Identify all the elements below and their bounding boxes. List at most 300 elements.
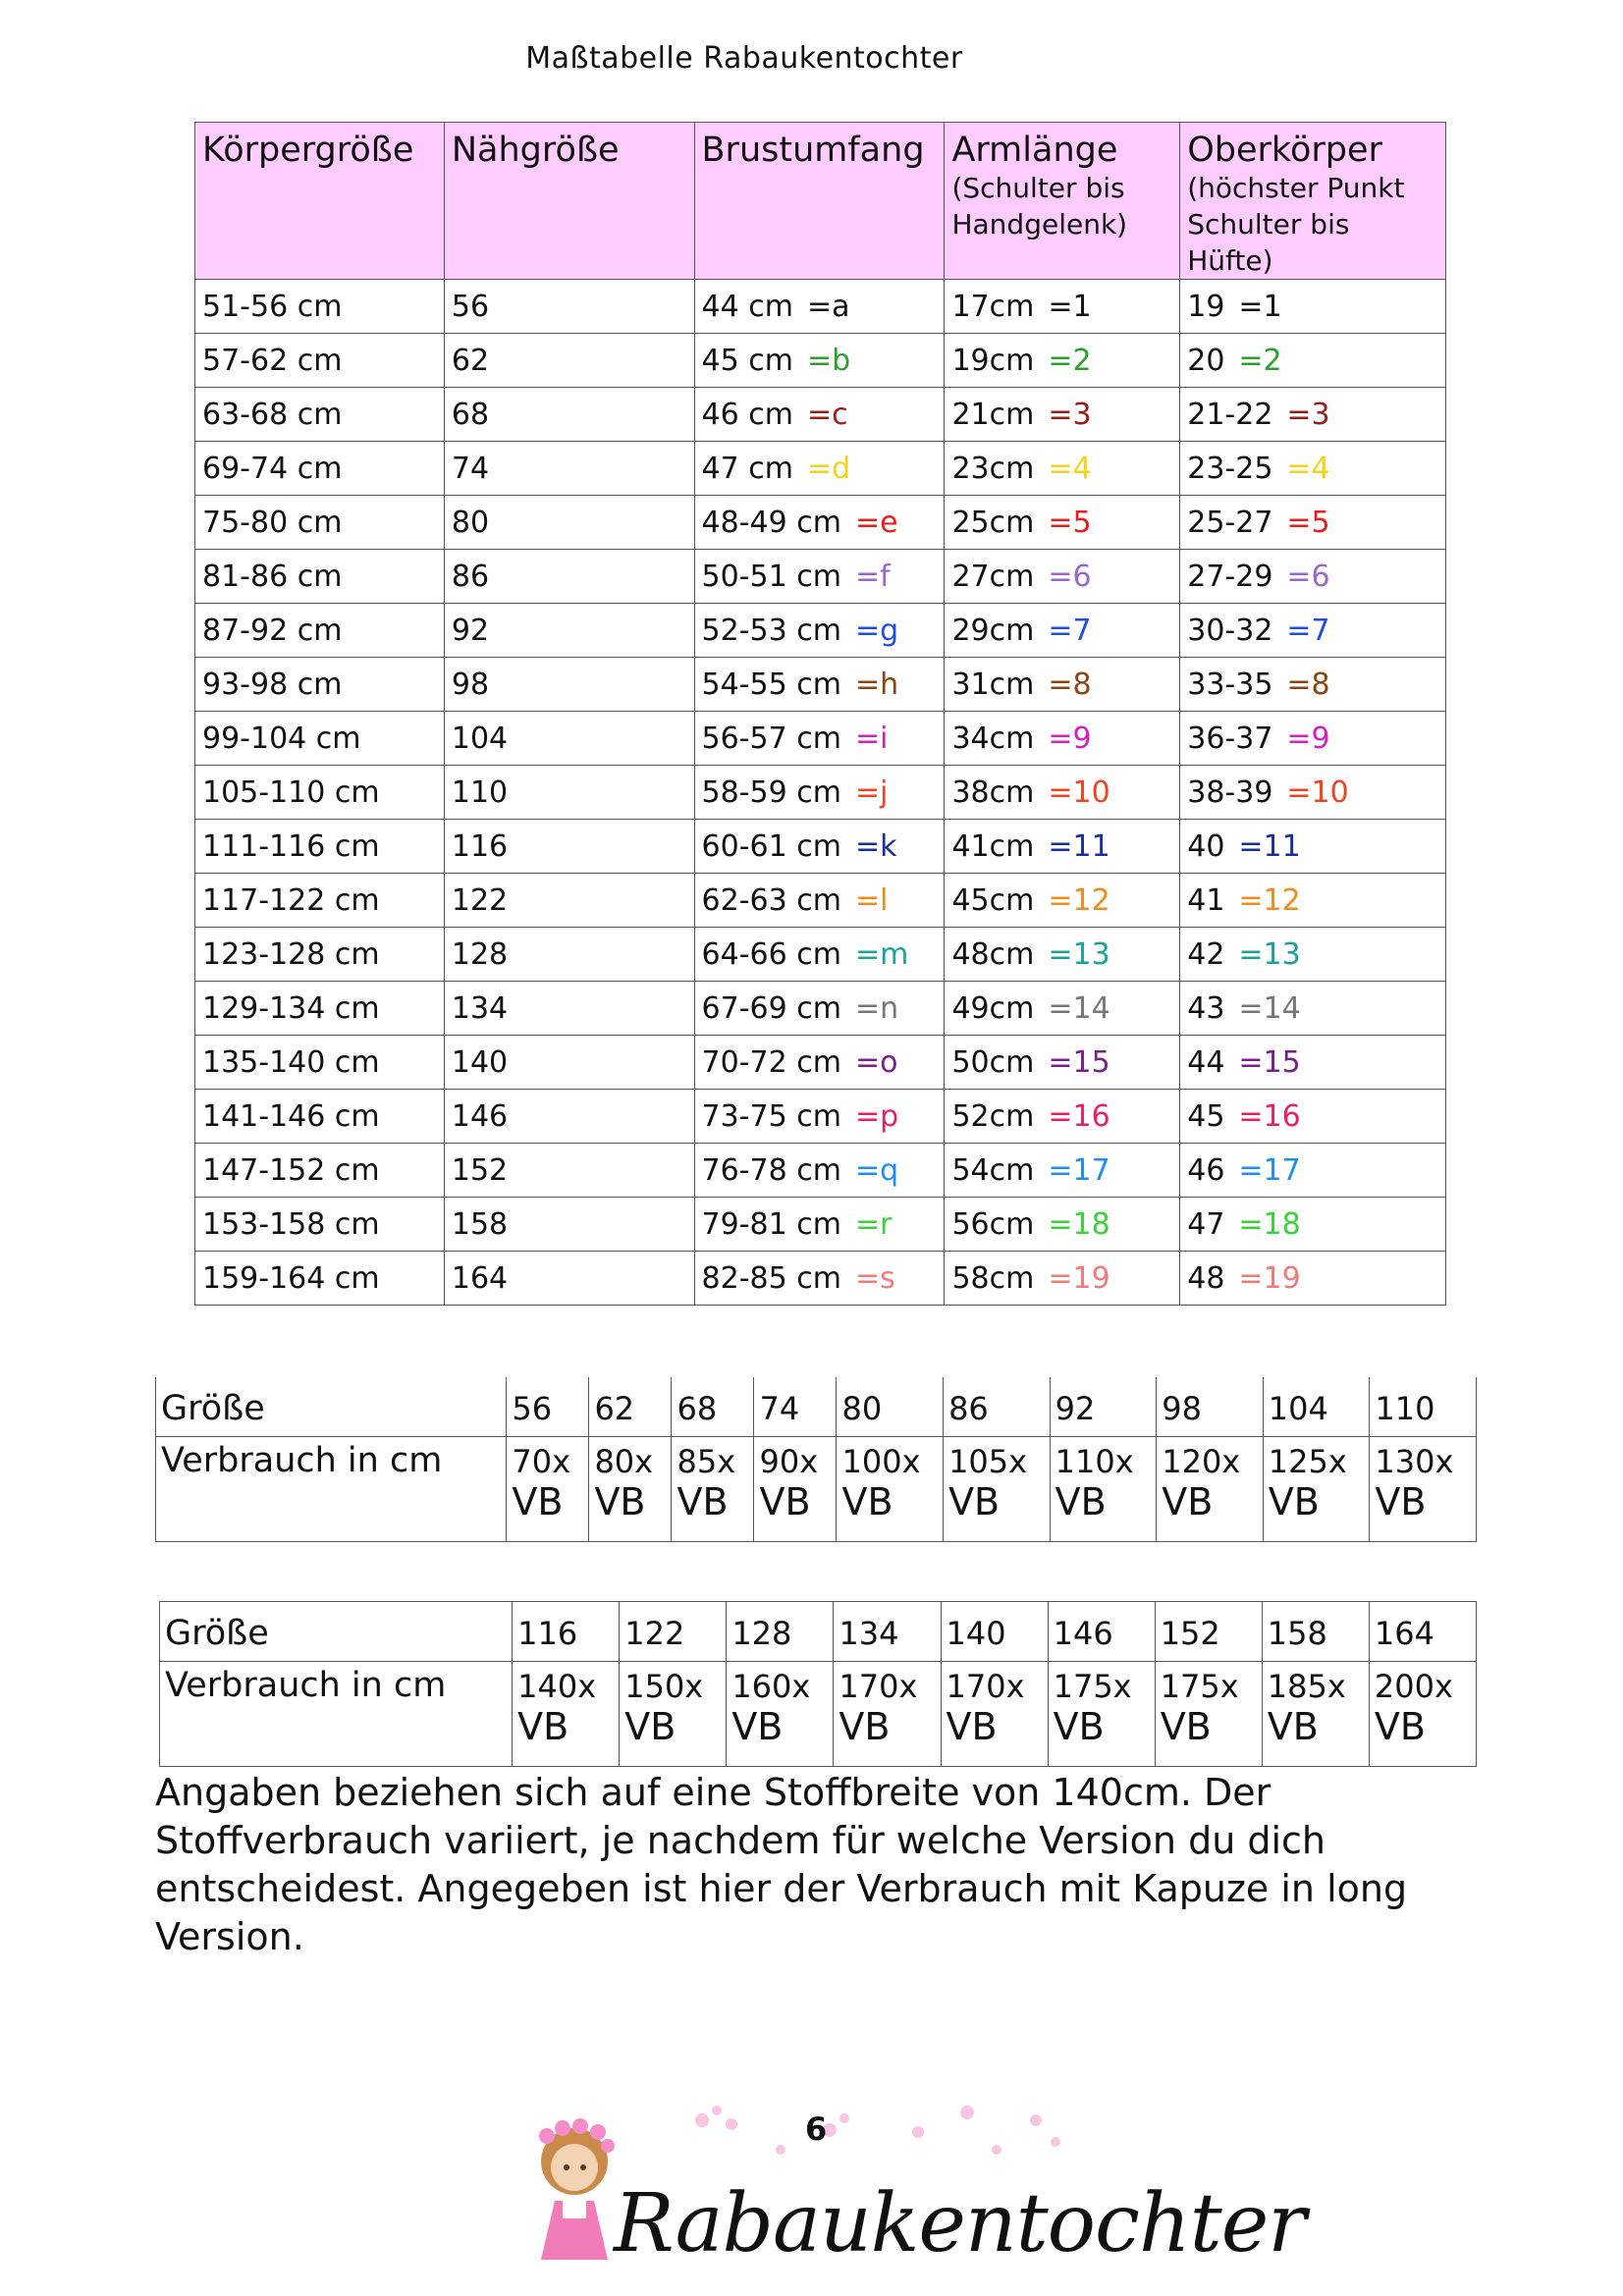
amount-value: 90x — [759, 1443, 819, 1480]
torso-cell — [1180, 928, 1446, 982]
table-row — [195, 1090, 1446, 1144]
arm-cell-value: 23cm — [951, 451, 1035, 486]
torso-cell-code: =7 — [1286, 613, 1330, 648]
chest-cell — [694, 1252, 945, 1306]
table-row — [195, 874, 1446, 928]
amount-unit: VB — [594, 1480, 646, 1523]
amount-value: 175x — [1160, 1668, 1239, 1705]
chest-cell-value: 79-81 cm — [701, 1206, 841, 1242]
torso-cell — [1180, 1090, 1446, 1144]
sew-size-cell: 86 — [444, 550, 694, 604]
size-label: Größe — [156, 1377, 507, 1437]
height-cell: 141-146 cm — [195, 1090, 445, 1144]
chest-cell-value: 45 cm — [701, 343, 793, 378]
arm-cell-value: 29cm — [951, 613, 1035, 648]
amount-cell — [754, 1437, 837, 1542]
arm-cell-value: 21cm — [951, 397, 1035, 432]
arm-cell-value: 52cm — [951, 1098, 1035, 1134]
amount-cell — [1157, 1437, 1264, 1542]
arm-cell-code: =7 — [1048, 613, 1092, 648]
arm-cell — [945, 766, 1180, 820]
arm-cell-value: 58cm — [951, 1260, 1035, 1296]
height-cell: 129-134 cm — [195, 982, 445, 1036]
height-cell: 135-140 cm — [195, 1036, 445, 1090]
height-cell: 99-104 cm — [195, 712, 445, 766]
torso-cell-value: 47 — [1187, 1206, 1225, 1242]
chest-cell-code: =a — [806, 289, 850, 324]
arm-cell-value: 41cm — [951, 828, 1035, 864]
torso-cell — [1180, 1144, 1446, 1198]
amount-value: 100x — [841, 1443, 921, 1480]
torso-cell-code: =14 — [1238, 990, 1301, 1026]
amount-unit: VB — [624, 1705, 676, 1748]
arm-cell-code: =17 — [1048, 1152, 1110, 1188]
arm-cell — [945, 820, 1180, 874]
chest-cell-code: =q — [854, 1152, 899, 1188]
torso-cell — [1180, 280, 1446, 334]
header-title: Armlänge — [951, 131, 1118, 170]
chest-cell-code: =j — [854, 774, 889, 810]
amount-value: 160x — [731, 1668, 811, 1705]
chest-cell-code: =o — [854, 1044, 898, 1080]
chest-cell-code: =s — [854, 1260, 895, 1296]
size-table — [194, 122, 1446, 1306]
amount-cell — [513, 1662, 620, 1767]
arm-cell — [945, 1036, 1180, 1090]
torso-cell-value: 30-32 — [1187, 613, 1273, 648]
chest-cell-code: =h — [854, 667, 899, 702]
chest-cell-code: =n — [854, 990, 899, 1026]
arm-cell-value: 56cm — [951, 1206, 1035, 1242]
table-row — [195, 712, 1446, 766]
chest-cell-value: 58-59 cm — [701, 774, 841, 810]
amount-value: 110x — [1055, 1443, 1134, 1480]
sew-size-cell: 122 — [444, 874, 694, 928]
header-title: Brustumfang — [701, 131, 925, 170]
chest-cell — [694, 928, 945, 982]
torso-cell — [1180, 1036, 1446, 1090]
amount-cell — [1369, 1662, 1476, 1767]
amount-unit: VB — [1053, 1705, 1105, 1748]
size-cell: 146 — [1048, 1602, 1155, 1662]
chest-cell-value: 70-72 cm — [701, 1044, 841, 1080]
height-cell: 159-164 cm — [195, 1252, 445, 1306]
chest-cell — [694, 442, 945, 496]
sew-size-cell: 74 — [444, 442, 694, 496]
arm-cell-code: =5 — [1048, 505, 1092, 540]
torso-cell-code: =5 — [1286, 505, 1330, 540]
amount-cell — [672, 1437, 754, 1542]
arm-cell-code: =12 — [1048, 882, 1110, 918]
chest-cell-code: =r — [854, 1206, 893, 1242]
amount-value: 170x — [946, 1668, 1025, 1705]
arm-cell-code: =1 — [1048, 289, 1092, 324]
torso-cell-code: =11 — [1238, 828, 1301, 864]
arm-cell-value: 19cm — [951, 343, 1035, 378]
arm-cell-code: =8 — [1048, 667, 1092, 702]
amount-unit: VB — [1268, 1480, 1320, 1523]
amount-value: 130x — [1375, 1443, 1454, 1480]
header-cell — [1180, 123, 1446, 280]
page-number: 6 — [805, 2110, 828, 2148]
sew-size-cell: 140 — [444, 1036, 694, 1090]
arm-cell — [945, 334, 1180, 388]
torso-cell — [1180, 334, 1446, 388]
torso-cell-value: 41 — [1187, 882, 1225, 918]
chest-cell-value: 82-85 cm — [701, 1260, 841, 1296]
amount-cell — [727, 1662, 834, 1767]
torso-cell — [1180, 982, 1446, 1036]
height-cell: 51-56 cm — [195, 280, 445, 334]
amount-unit: VB — [946, 1705, 998, 1748]
size-cell: 122 — [620, 1602, 727, 1662]
chest-cell — [694, 658, 945, 712]
size-cell: 128 — [727, 1602, 834, 1662]
amount-cell — [1262, 1662, 1369, 1767]
arm-cell-value: 54cm — [951, 1152, 1035, 1188]
sew-size-cell: 104 — [444, 712, 694, 766]
size-cell: 56 — [507, 1377, 589, 1437]
amount-unit: VB — [731, 1705, 784, 1748]
amount-value: 175x — [1053, 1668, 1132, 1705]
chest-cell — [694, 280, 945, 334]
torso-cell-value: 27-29 — [1187, 559, 1273, 594]
torso-cell-code: =17 — [1238, 1152, 1301, 1188]
size-label: Größe — [160, 1602, 513, 1662]
chest-cell — [694, 388, 945, 442]
torso-cell-value: 42 — [1187, 936, 1225, 972]
table-row — [195, 550, 1446, 604]
header-subtitle: (Schulter bis Handgelenk) — [951, 172, 1128, 240]
amount-value: 125x — [1268, 1443, 1347, 1480]
chest-cell — [694, 982, 945, 1036]
amount-cell — [834, 1662, 941, 1767]
table-row — [195, 1036, 1446, 1090]
size-cell: 98 — [1157, 1377, 1264, 1437]
torso-cell-code: =4 — [1286, 451, 1330, 486]
table-row — [195, 496, 1446, 550]
amount-value: 80x — [594, 1443, 654, 1480]
size-table-body — [195, 280, 1446, 1306]
chest-cell-value: 47 cm — [701, 451, 793, 486]
chest-cell — [694, 604, 945, 658]
chest-cell — [694, 820, 945, 874]
amount-cell — [507, 1437, 589, 1542]
torso-cell-value: 33-35 — [1187, 667, 1273, 702]
arm-cell — [945, 1198, 1180, 1252]
torso-cell-code: =1 — [1238, 289, 1282, 324]
sew-size-cell: 62 — [444, 334, 694, 388]
table-row — [195, 1252, 1446, 1306]
sew-size-cell: 164 — [444, 1252, 694, 1306]
torso-cell — [1180, 820, 1446, 874]
chest-cell-value: 52-53 cm — [701, 613, 841, 648]
amount-unit: VB — [759, 1480, 811, 1523]
amount-value: 70x — [512, 1443, 571, 1480]
size-cell: 134 — [834, 1602, 941, 1662]
amount-cell — [1263, 1437, 1370, 1542]
arm-cell — [945, 442, 1180, 496]
amount-value: 120x — [1162, 1443, 1241, 1480]
torso-cell-value: 36-37 — [1187, 721, 1273, 756]
sew-size-cell: 80 — [444, 496, 694, 550]
amount-unit: VB — [517, 1705, 569, 1748]
usage-label: Verbrauch in cm — [156, 1437, 507, 1542]
amount-cell — [837, 1437, 944, 1542]
size-cell: 152 — [1155, 1602, 1262, 1662]
fabric-note: Angaben beziehen sich auf eine Stoffbreite von 140cm. Der Stoffverbrauch variiert, je nachdem für welche Version du dich entscheidest. Angegeben ist hier der Verbrauch mit Kapuze in long Version. — [155, 1771, 1408, 1958]
height-cell: 75-80 cm — [195, 496, 445, 550]
arm-cell — [945, 496, 1180, 550]
height-cell: 105-110 cm — [195, 766, 445, 820]
height-cell: 111-116 cm — [195, 820, 445, 874]
arm-cell-value: 27cm — [951, 559, 1035, 594]
chest-cell-code: =g — [854, 613, 899, 648]
amount-unit: VB — [1160, 1705, 1212, 1748]
header-cell — [444, 123, 694, 280]
chest-cell — [694, 766, 945, 820]
amount-cell — [1050, 1437, 1157, 1542]
size-cell: 68 — [672, 1377, 754, 1437]
amount-value: 105x — [948, 1443, 1028, 1480]
arm-cell — [945, 1090, 1180, 1144]
arm-cell — [945, 388, 1180, 442]
amount-unit: VB — [1055, 1480, 1107, 1523]
sew-size-cell: 68 — [444, 388, 694, 442]
chest-cell-value: 60-61 cm — [701, 828, 841, 864]
arm-cell — [945, 874, 1180, 928]
amount-value: 170x — [839, 1668, 918, 1705]
height-cell: 117-122 cm — [195, 874, 445, 928]
size-cell: 158 — [1262, 1602, 1369, 1662]
height-cell: 147-152 cm — [195, 1144, 445, 1198]
arm-cell-code: =9 — [1048, 721, 1092, 756]
chest-cell-value: 46 cm — [701, 397, 793, 432]
chest-cell-code: =l — [854, 882, 889, 918]
chest-cell — [694, 1144, 945, 1198]
amount-value: 200x — [1374, 1668, 1453, 1705]
chest-cell-code: =c — [806, 397, 848, 432]
chest-cell-value: 48-49 cm — [701, 505, 841, 540]
size-cell: 80 — [837, 1377, 944, 1437]
torso-cell-code: =18 — [1238, 1206, 1301, 1242]
table-row — [195, 820, 1446, 874]
chest-cell-value: 44 cm — [701, 289, 793, 324]
torso-cell — [1180, 496, 1446, 550]
torso-cell-code: =3 — [1286, 397, 1330, 432]
chest-cell-value: 50-51 cm — [701, 559, 841, 594]
torso-cell-value: 19 — [1187, 289, 1225, 324]
sew-size-cell: 110 — [444, 766, 694, 820]
arm-cell-code: =16 — [1048, 1098, 1110, 1134]
torso-cell-code: =15 — [1238, 1044, 1301, 1080]
arm-cell-code: =3 — [1048, 397, 1092, 432]
arm-cell-value: 34cm — [951, 721, 1035, 756]
table-row — [195, 1144, 1446, 1198]
chest-cell — [694, 550, 945, 604]
sew-size-cell: 152 — [444, 1144, 694, 1198]
chest-cell — [694, 1036, 945, 1090]
arm-cell-code: =11 — [1048, 828, 1110, 864]
arm-cell — [945, 550, 1180, 604]
arm-cell-code: =2 — [1048, 343, 1092, 378]
table-row — [195, 442, 1446, 496]
size-cell: 86 — [944, 1377, 1051, 1437]
torso-cell-code: =12 — [1238, 882, 1301, 918]
arm-cell-value: 50cm — [951, 1044, 1035, 1080]
arm-cell-value: 48cm — [951, 936, 1035, 972]
torso-cell-value: 25-27 — [1187, 505, 1273, 540]
chest-cell-value: 62-63 cm — [701, 882, 841, 918]
table-row — [195, 658, 1446, 712]
amount-unit: VB — [512, 1480, 564, 1523]
torso-cell-value: 38-39 — [1187, 774, 1273, 810]
chest-cell — [694, 712, 945, 766]
torso-cell — [1180, 604, 1446, 658]
sew-size-cell: 92 — [444, 604, 694, 658]
chest-cell — [694, 334, 945, 388]
amount-unit: VB — [948, 1480, 1001, 1523]
arm-cell — [945, 280, 1180, 334]
chest-cell-value: 73-75 cm — [701, 1098, 841, 1134]
chest-cell-code: =i — [854, 721, 889, 756]
amount-value: 140x — [517, 1668, 597, 1705]
torso-cell-value: 45 — [1187, 1098, 1225, 1134]
table-row — [195, 388, 1446, 442]
chest-cell-value: 64-66 cm — [701, 936, 841, 972]
chest-cell — [694, 1090, 945, 1144]
amount-cell — [620, 1662, 727, 1767]
arm-cell-code: =19 — [1048, 1260, 1110, 1296]
arm-cell-value: 49cm — [951, 990, 1035, 1026]
torso-cell — [1180, 1252, 1446, 1306]
size-cell: 110 — [1370, 1377, 1477, 1437]
arm-cell-code: =18 — [1048, 1206, 1110, 1242]
size-table-header — [195, 123, 1446, 280]
arm-cell — [945, 1252, 1180, 1306]
amount-cell — [1155, 1662, 1262, 1767]
torso-cell-value: 48 — [1187, 1260, 1225, 1296]
torso-cell — [1180, 388, 1446, 442]
amount-unit: VB — [841, 1480, 893, 1523]
amount-cell — [944, 1437, 1051, 1542]
height-cell: 63-68 cm — [195, 388, 445, 442]
chest-cell-code: =b — [806, 343, 851, 378]
torso-cell-value: 43 — [1187, 990, 1225, 1026]
height-cell: 153-158 cm — [195, 1198, 445, 1252]
torso-cell-value: 20 — [1187, 343, 1225, 378]
size-cell: 140 — [941, 1602, 1048, 1662]
header-cell — [694, 123, 945, 280]
torso-cell-code: =16 — [1238, 1098, 1301, 1134]
size-cell: 164 — [1369, 1602, 1476, 1662]
height-cell: 57-62 cm — [195, 334, 445, 388]
torso-cell-code: =13 — [1238, 936, 1301, 972]
chest-cell — [694, 1198, 945, 1252]
amount-unit: VB — [1374, 1705, 1426, 1748]
arm-cell-code: =6 — [1048, 559, 1092, 594]
amount-value: 150x — [624, 1668, 704, 1705]
size-cell: 62 — [589, 1377, 672, 1437]
size-cell: 116 — [513, 1602, 620, 1662]
torso-cell-value: 23-25 — [1187, 451, 1273, 486]
sew-size-cell: 146 — [444, 1090, 694, 1144]
chest-cell-value: 67-69 cm — [701, 990, 841, 1026]
torso-cell-code: =19 — [1238, 1260, 1301, 1296]
torso-cell-value: 21-22 — [1187, 397, 1273, 432]
torso-cell — [1180, 874, 1446, 928]
usage-label: Verbrauch in cm — [160, 1662, 513, 1767]
chest-cell — [694, 496, 945, 550]
arm-cell — [945, 712, 1180, 766]
sew-size-cell: 128 — [444, 928, 694, 982]
arm-cell-code: =10 — [1048, 774, 1110, 810]
header-title: Oberkörper — [1187, 131, 1382, 170]
chest-cell — [694, 874, 945, 928]
chest-cell-code: =f — [854, 559, 891, 594]
table-row — [195, 1198, 1446, 1252]
sew-size-cell: 158 — [444, 1198, 694, 1252]
arm-cell — [945, 604, 1180, 658]
torso-cell — [1180, 766, 1446, 820]
height-cell: 123-128 cm — [195, 928, 445, 982]
arm-cell-code: =14 — [1048, 990, 1110, 1026]
sew-size-cell: 56 — [444, 280, 694, 334]
sew-size-cell: 98 — [444, 658, 694, 712]
arm-cell-value: 31cm — [951, 667, 1035, 702]
height-cell: 87-92 cm — [195, 604, 445, 658]
size-cell: 104 — [1263, 1377, 1370, 1437]
arm-cell — [945, 928, 1180, 982]
header-subtitle: (höchster Punkt Schulter bis Hüfte) — [1187, 172, 1405, 277]
chest-cell-code: =k — [854, 828, 897, 864]
torso-cell-code: =2 — [1238, 343, 1282, 378]
amount-unit: VB — [1375, 1480, 1427, 1523]
chest-cell-value: 54-55 cm — [701, 667, 841, 702]
arm-cell-value: 38cm — [951, 774, 1035, 810]
sew-size-cell: 134 — [444, 982, 694, 1036]
chest-cell-value: 76-78 cm — [701, 1152, 841, 1188]
chest-cell-code: =d — [806, 451, 851, 486]
arm-cell — [945, 658, 1180, 712]
height-cell: 81-86 cm — [195, 550, 445, 604]
torso-cell-value: 40 — [1187, 828, 1225, 864]
arm-cell-code: =15 — [1048, 1044, 1110, 1080]
arm-cell-value: 17cm — [951, 289, 1035, 324]
arm-cell-code: =4 — [1048, 451, 1092, 486]
consumption-table-1 — [155, 1377, 1477, 1542]
torso-cell-value: 46 — [1187, 1152, 1225, 1188]
arm-cell-value: 45cm — [951, 882, 1035, 918]
sew-size-cell: 116 — [444, 820, 694, 874]
torso-cell — [1180, 658, 1446, 712]
size-cell: 74 — [754, 1377, 837, 1437]
header-cell — [945, 123, 1180, 280]
torso-cell — [1180, 550, 1446, 604]
header-title: Nähgröße — [451, 131, 620, 170]
torso-cell — [1180, 1198, 1446, 1252]
arm-cell-code: =13 — [1048, 936, 1110, 972]
height-cell: 69-74 cm — [195, 442, 445, 496]
amount-unit: VB — [1267, 1705, 1319, 1748]
height-cell: 93-98 cm — [195, 658, 445, 712]
arm-cell — [945, 1144, 1180, 1198]
amount-value: 185x — [1267, 1668, 1346, 1705]
amount-unit: VB — [676, 1480, 729, 1523]
size-cell: 92 — [1050, 1377, 1157, 1437]
torso-cell-value: 44 — [1187, 1044, 1225, 1080]
table-row — [195, 604, 1446, 658]
